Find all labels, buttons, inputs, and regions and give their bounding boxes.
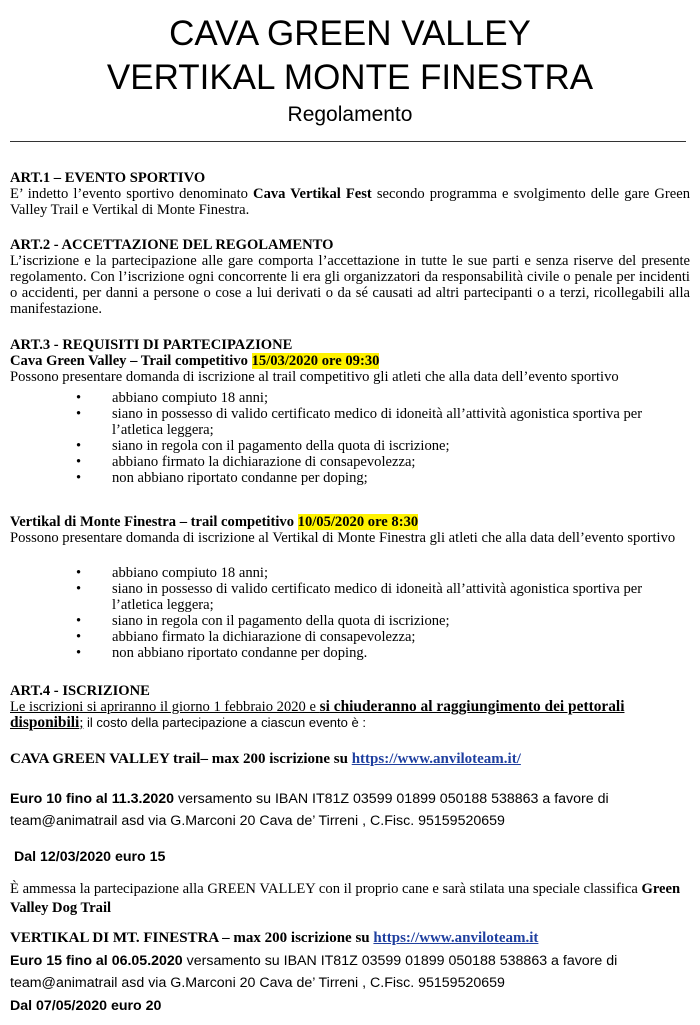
list-item-text: siano in regola con il pagamento della quota di iscrizione; xyxy=(112,438,450,454)
green-valley-fee-text: versamento su IBAN IT81Z 03599 01899 050188 538863 a favore di team@animatrail asd via G.Marconi 20 Cava de’ Tirreni , C.Fisc. 95159520659 xyxy=(10,791,609,829)
green-valley-late-fee: Dal 12/03/2020 euro 15 xyxy=(14,849,166,865)
dog-trail-name: Green Valley Dog Trail xyxy=(10,881,681,916)
art4-intro-c: il costo della partecipazione a ciascun evento è : xyxy=(83,715,366,730)
bullet-icon: • xyxy=(76,406,82,422)
race1-intro: Possono presentare domanda di iscrizione al trail competitivo gli atleti che alla data dell’evento sportivo xyxy=(10,369,619,385)
vertikal-late-fee: Dal 07/05/2020 euro 20 xyxy=(10,998,162,1014)
list-item xyxy=(76,581,688,613)
bullet-icon: • xyxy=(76,581,82,597)
list-item-text: siano in possesso di valido certificato medico di idoneità all’attività agonistica sportiva per l’atletica leggera; xyxy=(112,406,643,438)
divider xyxy=(10,141,686,142)
art4-section xyxy=(10,683,690,731)
subtitle: Regolamento xyxy=(287,103,413,126)
vertikal-title-text: VERTIKAL DI MT. FINESTRA – max 200 iscrizione su xyxy=(10,930,374,946)
dog-trail-note xyxy=(10,880,690,918)
vertikal-fee-text: versamento su IBAN IT81Z 03599 01899 050188 538863 a favore di team@animatrail asd via G.Marconi 20 Cava de’ Tirreni , C.Fisc. 95159520659 xyxy=(10,953,618,991)
art1-heading: ART.1 – EVENTO SPORTIVO xyxy=(10,170,206,186)
title-line-2: VERTIKAL MONTE FINESTRA xyxy=(106,58,594,97)
green-valley-title xyxy=(10,751,690,767)
vertikal-title xyxy=(10,930,690,946)
list-item-text: abbiano firmato la dichiarazione di consapevolezza; xyxy=(112,629,416,645)
art1-section xyxy=(10,170,690,218)
green-valley-fee xyxy=(10,788,690,832)
art3-section xyxy=(10,337,690,385)
race2-date: 10/05/2020 ore 8:30 xyxy=(297,514,419,530)
race1-name: Cava Green Valley – Trail competitivo xyxy=(10,353,252,369)
green-valley-fee-bold: Euro 10 fino al 11.3.2020 xyxy=(10,791,175,807)
bullet-icon: • xyxy=(76,613,82,629)
bullet-icon: • xyxy=(76,629,82,645)
green-valley-link[interactable]: https://www.anviloteam.it/ xyxy=(351,751,521,767)
art4-heading: ART.4 - ISCRIZIONE xyxy=(10,683,150,699)
list-item xyxy=(76,629,688,645)
list-item xyxy=(76,565,688,581)
list-item xyxy=(76,470,688,486)
bullet-icon: • xyxy=(76,645,82,661)
list-item xyxy=(76,438,688,454)
race1-date: 15/03/2020 ore 09:30 xyxy=(251,353,380,369)
art2-text: L’iscrizione e la partecipazione alle gare comporta l’accettazione in tutte le sue parti e senza riserve del presente regolamento. Con l’iscrizione ogni concorrente li era gli organizzatori da responsabilità civile o penale per incidenti o accidenti, per danni a persone o cose a lui derivati o da sé causati ad altri partecipanti o a terzi, ricollegabili alla manifestazione. xyxy=(10,253,690,317)
vertikal-fee xyxy=(10,950,690,994)
race1-title xyxy=(10,353,690,369)
list-item xyxy=(76,454,688,470)
art4-intro-b: ; xyxy=(79,715,84,731)
art3-heading: ART.3 - REQUISITI DI PARTECIPAZIONE xyxy=(10,337,293,353)
list-item-text: abbiano compiuto 18 anni; xyxy=(112,390,269,406)
bullet-icon: • xyxy=(76,454,82,470)
art4-intro-bold: si chiuderanno al raggiungimento dei pettorali disponibili xyxy=(10,698,625,731)
bullet-icon: • xyxy=(76,438,82,454)
list-item xyxy=(76,390,688,406)
art1-text-a: E’ indetto l’evento sportivo denominato xyxy=(10,186,254,202)
vertikal-fee-bold: Euro 15 fino al 06.05.2020 xyxy=(10,953,183,969)
list-item xyxy=(76,613,688,629)
bullet-icon: • xyxy=(76,390,82,406)
list-item-text: non abbiano riportato condanne per doping. xyxy=(112,645,368,661)
art1-text xyxy=(10,186,690,218)
list-item xyxy=(76,406,688,438)
art2-section xyxy=(10,237,690,317)
list-item-text: abbiano compiuto 18 anni; xyxy=(112,565,269,581)
list-item-text: non abbiano riportato condanne per doping; xyxy=(112,470,368,486)
race2-title xyxy=(10,514,690,530)
vertikal-link[interactable]: https://www.anviloteam.it xyxy=(373,930,539,946)
list-item xyxy=(76,645,688,661)
art2-heading: ART.2 - ACCETTAZIONE DEL REGOLAMENTO xyxy=(10,237,334,253)
list-item-text: siano in possesso di valido certificato medico di idoneità all’attività agonistica sportiva per l’atletica leggera; xyxy=(112,581,643,613)
race2-requirements xyxy=(76,565,688,661)
green-valley-title-text: CAVA GREEN VALLEY trail– max 200 iscrizione su xyxy=(10,751,352,767)
title-line-1: CAVA GREEN VALLEY xyxy=(169,14,531,53)
art4-intro xyxy=(10,699,690,731)
race2-section xyxy=(10,514,690,546)
dog-trail-text: È ammessa la partecipazione alla GREEN VALLEY con il proprio cane e sarà stilata una speciale classifica xyxy=(10,881,642,897)
bullet-icon: • xyxy=(76,565,82,581)
race2-name: Vertikal di Monte Finestra – trail competitivo xyxy=(10,514,298,530)
list-item-text: siano in regola con il pagamento della quota di iscrizione; xyxy=(112,613,450,629)
bullet-icon: • xyxy=(76,470,82,486)
race1-requirements xyxy=(76,390,688,486)
list-item-text: abbiano firmato la dichiarazione di consapevolezza; xyxy=(112,454,416,470)
race2-intro: Possono presentare domanda di iscrizione al Vertikal di Monte Finestra gli atleti che alla data dell’evento sportivo xyxy=(10,530,676,546)
art1-text-b: secondo programma e svolgimento delle gare Green Valley Trail e Vertikal di Monte Finestra. xyxy=(10,186,691,218)
art4-intro-a: Le iscrizioni si apriranno il giorno 1 febbraio 2020 e xyxy=(10,699,320,715)
art1-event-name: Cava Vertikal Fest xyxy=(253,186,372,202)
